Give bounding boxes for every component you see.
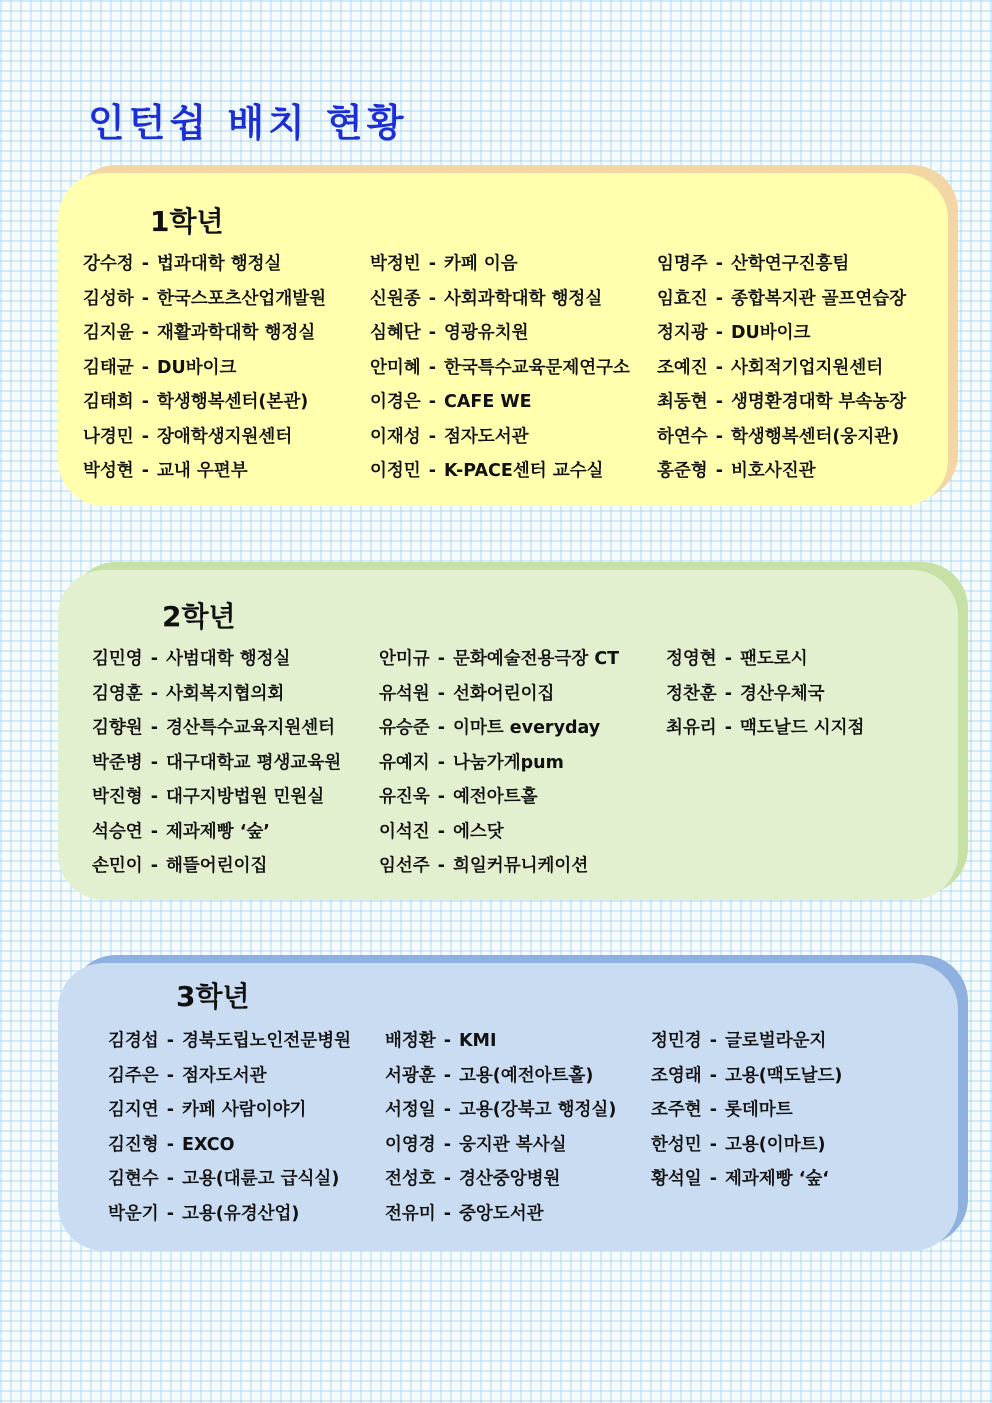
separator-dash: - bbox=[709, 1100, 717, 1120]
placement-name: 나눔가게pum bbox=[452, 752, 564, 773]
separator-dash: - bbox=[443, 1031, 451, 1051]
assignment-entry bbox=[666, 714, 864, 739]
assignment-column bbox=[108, 1027, 385, 1225]
student-name: 이재성 bbox=[370, 426, 421, 447]
separator-dash: - bbox=[150, 856, 158, 876]
student-name: 김주은 bbox=[108, 1065, 159, 1086]
assignment-column bbox=[385, 1027, 651, 1225]
student-name: 심혜단 bbox=[370, 323, 421, 343]
assignment-entry bbox=[657, 457, 906, 482]
assignment-entry bbox=[108, 1165, 385, 1190]
assignment-entry bbox=[108, 1096, 385, 1121]
assignment-entry bbox=[657, 354, 906, 379]
assignment-entry bbox=[379, 818, 666, 843]
student-name: 정지광 bbox=[657, 323, 708, 343]
separator-dash: - bbox=[437, 752, 445, 773]
placement-name: 경산우체국 bbox=[739, 683, 825, 704]
placement-name: 영광유치원 bbox=[443, 323, 529, 343]
student-name: 이경은 bbox=[370, 392, 421, 412]
student-name: 김민영 bbox=[92, 649, 143, 669]
student-name: 조예진 bbox=[657, 357, 708, 378]
placement-name: 희일커뮤니케이션 bbox=[452, 856, 589, 876]
placement-name: 사회복지협의회 bbox=[165, 683, 285, 704]
assignment-entry bbox=[108, 1200, 385, 1225]
student-name: 이정민 bbox=[370, 461, 421, 481]
student-name: 임명주 bbox=[657, 254, 708, 274]
separator-dash: - bbox=[724, 683, 732, 704]
student-name: 정민경 bbox=[651, 1031, 702, 1051]
separator-dash: - bbox=[437, 787, 445, 807]
assignment-entry bbox=[379, 749, 666, 774]
assignment-entry bbox=[92, 852, 379, 877]
separator-dash: - bbox=[715, 288, 723, 309]
placement-name: 점자도서관 bbox=[181, 1065, 267, 1086]
student-name: 나경민 bbox=[83, 426, 134, 447]
placement-name: 한국스포츠산업개발원 bbox=[156, 288, 327, 309]
separator-dash: - bbox=[150, 821, 158, 842]
separator-dash: - bbox=[715, 426, 723, 447]
separator-dash: - bbox=[709, 1065, 717, 1086]
separator-dash: - bbox=[428, 288, 436, 309]
assignment-entry bbox=[92, 749, 379, 774]
separator-dash: - bbox=[437, 683, 445, 704]
student-name: 서정일 bbox=[385, 1100, 436, 1120]
student-name: 김태희 bbox=[83, 392, 134, 412]
separator-dash: - bbox=[150, 718, 158, 738]
student-name: 홍준형 bbox=[657, 461, 708, 481]
student-name: 최동현 bbox=[657, 392, 708, 412]
placement-name: 학생행복센터(웅지관) bbox=[730, 426, 900, 447]
assignment-entry bbox=[83, 285, 370, 310]
placement-name: 맥도날드 시지점 bbox=[739, 718, 865, 738]
separator-dash: - bbox=[437, 649, 445, 669]
placement-name: 사범대학 행정실 bbox=[165, 649, 291, 669]
assignment-columns bbox=[92, 645, 864, 877]
assignment-entry bbox=[385, 1096, 651, 1121]
student-name: 유석원 bbox=[379, 683, 430, 704]
student-name: 김현수 bbox=[108, 1169, 159, 1189]
separator-dash: - bbox=[715, 392, 723, 412]
assignment-entry bbox=[92, 714, 379, 739]
assignment-column bbox=[657, 250, 906, 482]
student-name: 전성호 bbox=[385, 1169, 436, 1189]
placement-name: 고용(이마트) bbox=[724, 1134, 826, 1155]
student-name: 정찬훈 bbox=[666, 683, 717, 704]
separator-dash: - bbox=[150, 649, 158, 669]
separator-dash: - bbox=[141, 288, 149, 309]
student-name: 박운기 bbox=[108, 1203, 159, 1224]
placement-name: 한국특수교육문제연구소 bbox=[443, 357, 630, 378]
separator-dash: - bbox=[150, 787, 158, 807]
assignment-entry bbox=[370, 319, 657, 344]
placement-name: 해뜰어린이집 bbox=[165, 856, 268, 876]
student-name: 한성민 bbox=[651, 1134, 702, 1155]
separator-dash: - bbox=[428, 426, 436, 447]
separator-dash: - bbox=[428, 461, 436, 481]
separator-dash: - bbox=[166, 1203, 174, 1224]
assignment-entry bbox=[83, 457, 370, 482]
student-name: 김태균 bbox=[83, 357, 134, 378]
assignment-entry bbox=[385, 1131, 651, 1156]
assignment-columns bbox=[108, 1027, 842, 1225]
placement-name: 산학연구진흥팀 bbox=[730, 254, 850, 274]
separator-dash: - bbox=[428, 357, 436, 378]
student-name: 김경섭 bbox=[108, 1031, 159, 1051]
separator-dash: - bbox=[166, 1134, 174, 1155]
assignment-entry bbox=[666, 680, 864, 705]
placement-name: EXCO bbox=[181, 1134, 235, 1155]
placement-name: 점자도서관 bbox=[443, 426, 529, 447]
assignment-entry bbox=[370, 285, 657, 310]
assignment-entry bbox=[92, 818, 379, 843]
assignment-entry bbox=[92, 680, 379, 705]
placement-name: 고용(유경산업) bbox=[181, 1203, 300, 1224]
assignment-entry bbox=[370, 250, 657, 275]
assignment-entry bbox=[108, 1027, 385, 1052]
student-name: 최유리 bbox=[666, 718, 717, 738]
student-name: 황석일 bbox=[651, 1169, 702, 1189]
student-name: 이석진 bbox=[379, 821, 430, 842]
student-name: 석승연 bbox=[92, 821, 143, 842]
placement-name: 고용(예전아트홀) bbox=[458, 1065, 594, 1086]
grade-1-panel bbox=[58, 165, 958, 510]
student-name: 손민이 bbox=[92, 856, 143, 876]
placement-name: 롯데마트 bbox=[724, 1100, 793, 1120]
page-title: 인턴쉽 배치 현황 bbox=[88, 101, 408, 145]
separator-dash: - bbox=[150, 752, 158, 773]
assignment-entry bbox=[83, 250, 370, 275]
assignment-entry bbox=[385, 1027, 651, 1052]
separator-dash: - bbox=[724, 718, 732, 738]
placement-name: 카페 이음 bbox=[443, 254, 518, 274]
student-name: 임선주 bbox=[379, 856, 430, 876]
student-name: 안미규 bbox=[379, 649, 430, 669]
assignment-entry bbox=[651, 1131, 842, 1156]
assignment-entry bbox=[92, 645, 379, 670]
section-heading: 2학년 bbox=[162, 600, 236, 633]
assignment-column bbox=[370, 250, 657, 482]
assignment-entry bbox=[379, 852, 666, 877]
assignment-entry bbox=[666, 645, 864, 670]
assignment-entry bbox=[370, 388, 657, 413]
assignment-entry bbox=[651, 1062, 842, 1087]
separator-dash: - bbox=[709, 1134, 717, 1155]
placement-name: 이마트 everyday bbox=[452, 718, 601, 738]
placement-name: 예전아트홀 bbox=[452, 787, 538, 807]
assignment-entry bbox=[657, 423, 906, 448]
assignment-entry bbox=[92, 783, 379, 808]
assignment-columns bbox=[83, 250, 906, 482]
assignment-column bbox=[379, 645, 666, 877]
placement-name: 카페 사람이야기 bbox=[181, 1100, 307, 1120]
assignment-entry bbox=[108, 1131, 385, 1156]
student-name: 유진욱 bbox=[379, 787, 430, 807]
grade-3-panel bbox=[58, 955, 968, 1255]
placement-name: 교내 우편부 bbox=[156, 461, 248, 481]
student-name: 이영경 bbox=[385, 1134, 436, 1155]
separator-dash: - bbox=[166, 1065, 174, 1086]
assignment-column bbox=[83, 250, 370, 482]
separator-dash: - bbox=[141, 323, 149, 343]
student-name: 박준병 bbox=[92, 752, 143, 773]
student-name: 김영훈 bbox=[92, 683, 143, 704]
separator-dash: - bbox=[166, 1169, 174, 1189]
placement-name: 중앙도서관 bbox=[458, 1203, 544, 1224]
placement-name: 대구지방법원 민원실 bbox=[165, 787, 325, 807]
assignment-entry bbox=[379, 680, 666, 705]
separator-dash: - bbox=[166, 1100, 174, 1120]
separator-dash: - bbox=[715, 461, 723, 481]
assignment-entry bbox=[657, 388, 906, 413]
placement-name: 에스닷 bbox=[452, 821, 504, 842]
assignment-entry bbox=[651, 1165, 842, 1190]
assignment-entry bbox=[83, 388, 370, 413]
grade-2-panel bbox=[58, 562, 968, 904]
separator-dash: - bbox=[443, 1203, 451, 1224]
separator-dash: - bbox=[141, 357, 149, 378]
separator-dash: - bbox=[428, 323, 436, 343]
student-name: 조영래 bbox=[651, 1065, 702, 1086]
assignment-entry bbox=[379, 714, 666, 739]
placement-name: 제과제빵 ‘숲‘ bbox=[724, 1169, 829, 1189]
placement-name: 고용(대륜고 급식실) bbox=[181, 1169, 340, 1189]
placement-name: 고용(강북고 행정실) bbox=[458, 1100, 617, 1120]
placement-name: 글로벌라운지 bbox=[724, 1031, 827, 1051]
placement-name: KMI bbox=[458, 1031, 497, 1051]
assignment-entry bbox=[108, 1062, 385, 1087]
separator-dash: - bbox=[166, 1031, 174, 1051]
placement-name: 학생행복센터(본관) bbox=[156, 392, 309, 412]
assignment-entry bbox=[379, 645, 666, 670]
placement-name: DU바이크 bbox=[156, 357, 237, 378]
assignment-entry bbox=[657, 319, 906, 344]
assignment-entry bbox=[370, 423, 657, 448]
placement-name: K-PACE센터 교수실 bbox=[443, 461, 604, 481]
separator-dash: - bbox=[724, 649, 732, 669]
placement-name: CAFE WE bbox=[443, 392, 532, 412]
student-name: 김지윤 bbox=[83, 323, 134, 343]
separator-dash: - bbox=[437, 718, 445, 738]
placement-name: 선화어린이집 bbox=[452, 683, 555, 704]
student-name: 김성하 bbox=[83, 288, 134, 309]
student-name: 하연수 bbox=[657, 426, 708, 447]
assignment-entry bbox=[83, 319, 370, 344]
assignment-entry bbox=[385, 1062, 651, 1087]
placement-name: 재활과학대학 행정실 bbox=[156, 323, 316, 343]
separator-dash: - bbox=[428, 392, 436, 412]
separator-dash: - bbox=[141, 461, 149, 481]
student-name: 유승준 bbox=[379, 718, 430, 738]
placement-name: 사회적기업지원센터 bbox=[730, 357, 884, 378]
assignment-entry bbox=[657, 285, 906, 310]
assignment-entry bbox=[657, 250, 906, 275]
assignment-entry bbox=[370, 354, 657, 379]
student-name: 박진형 bbox=[92, 787, 143, 807]
placement-name: 팬도로시 bbox=[739, 649, 808, 669]
assignment-entry bbox=[385, 1165, 651, 1190]
assignment-entry bbox=[370, 457, 657, 482]
placement-name: 종합복지관 골프연습장 bbox=[730, 288, 907, 309]
separator-dash: - bbox=[443, 1065, 451, 1086]
assignment-column bbox=[92, 645, 379, 877]
placement-name: 사회과학대학 행정실 bbox=[443, 288, 603, 309]
placement-name: 장애학생지원센터 bbox=[156, 426, 293, 447]
placement-name: 제과제빵 ‘숲’ bbox=[165, 821, 270, 842]
placement-name: 법과대학 행정실 bbox=[156, 254, 282, 274]
student-name: 강수정 bbox=[83, 254, 134, 274]
student-name: 정영현 bbox=[666, 649, 717, 669]
assignment-entry bbox=[651, 1096, 842, 1121]
placement-name: 비호사진관 bbox=[730, 461, 816, 481]
assignment-entry bbox=[385, 1200, 651, 1225]
assignment-entry bbox=[651, 1027, 842, 1052]
placement-name: 고용(맥도날드) bbox=[724, 1065, 843, 1086]
placement-name: DU바이크 bbox=[730, 323, 811, 343]
student-name: 유예지 bbox=[379, 752, 430, 773]
student-name: 전유미 bbox=[385, 1203, 436, 1224]
assignment-column bbox=[651, 1027, 842, 1225]
separator-dash: - bbox=[428, 254, 436, 274]
section-heading: 3학년 bbox=[176, 980, 250, 1013]
assignment-entry bbox=[83, 354, 370, 379]
separator-dash: - bbox=[443, 1169, 451, 1189]
student-name: 서광훈 bbox=[385, 1065, 436, 1086]
separator-dash: - bbox=[715, 254, 723, 274]
student-name: 김향원 bbox=[92, 718, 143, 738]
separator-dash: - bbox=[141, 392, 149, 412]
placement-name: 문화예술전용극장 CT bbox=[452, 649, 620, 669]
separator-dash: - bbox=[443, 1100, 451, 1120]
student-name: 박성현 bbox=[83, 461, 134, 481]
student-name: 안미혜 bbox=[370, 357, 421, 378]
separator-dash: - bbox=[709, 1169, 717, 1189]
placement-name: 경북도립노인전문병원 bbox=[181, 1031, 352, 1051]
student-name: 조주현 bbox=[651, 1100, 702, 1120]
placement-name: 대구대학교 평생교육원 bbox=[165, 752, 342, 773]
separator-dash: - bbox=[150, 683, 158, 704]
separator-dash: - bbox=[715, 357, 723, 378]
placement-name: 생명환경대학 부속농장 bbox=[730, 392, 907, 412]
assignment-entry bbox=[83, 423, 370, 448]
assignment-entry bbox=[379, 783, 666, 808]
placement-name: 경산특수교육지원센터 bbox=[165, 718, 336, 738]
separator-dash: - bbox=[709, 1031, 717, 1051]
assignment-column bbox=[666, 645, 864, 877]
student-name: 김진형 bbox=[108, 1134, 159, 1155]
separator-dash: - bbox=[715, 323, 723, 343]
separator-dash: - bbox=[443, 1134, 451, 1155]
placement-name: 웅지관 복사실 bbox=[458, 1134, 567, 1155]
student-name: 김지연 bbox=[108, 1100, 159, 1120]
student-name: 배정환 bbox=[385, 1031, 436, 1051]
separator-dash: - bbox=[141, 254, 149, 274]
separator-dash: - bbox=[437, 821, 445, 842]
separator-dash: - bbox=[437, 856, 445, 876]
student-name: 임효진 bbox=[657, 288, 708, 309]
student-name: 신원종 bbox=[370, 288, 421, 309]
section-heading: 1학년 bbox=[150, 205, 224, 238]
student-name: 박정빈 bbox=[370, 254, 421, 274]
separator-dash: - bbox=[141, 426, 149, 447]
placement-name: 경산중앙병원 bbox=[458, 1169, 561, 1189]
